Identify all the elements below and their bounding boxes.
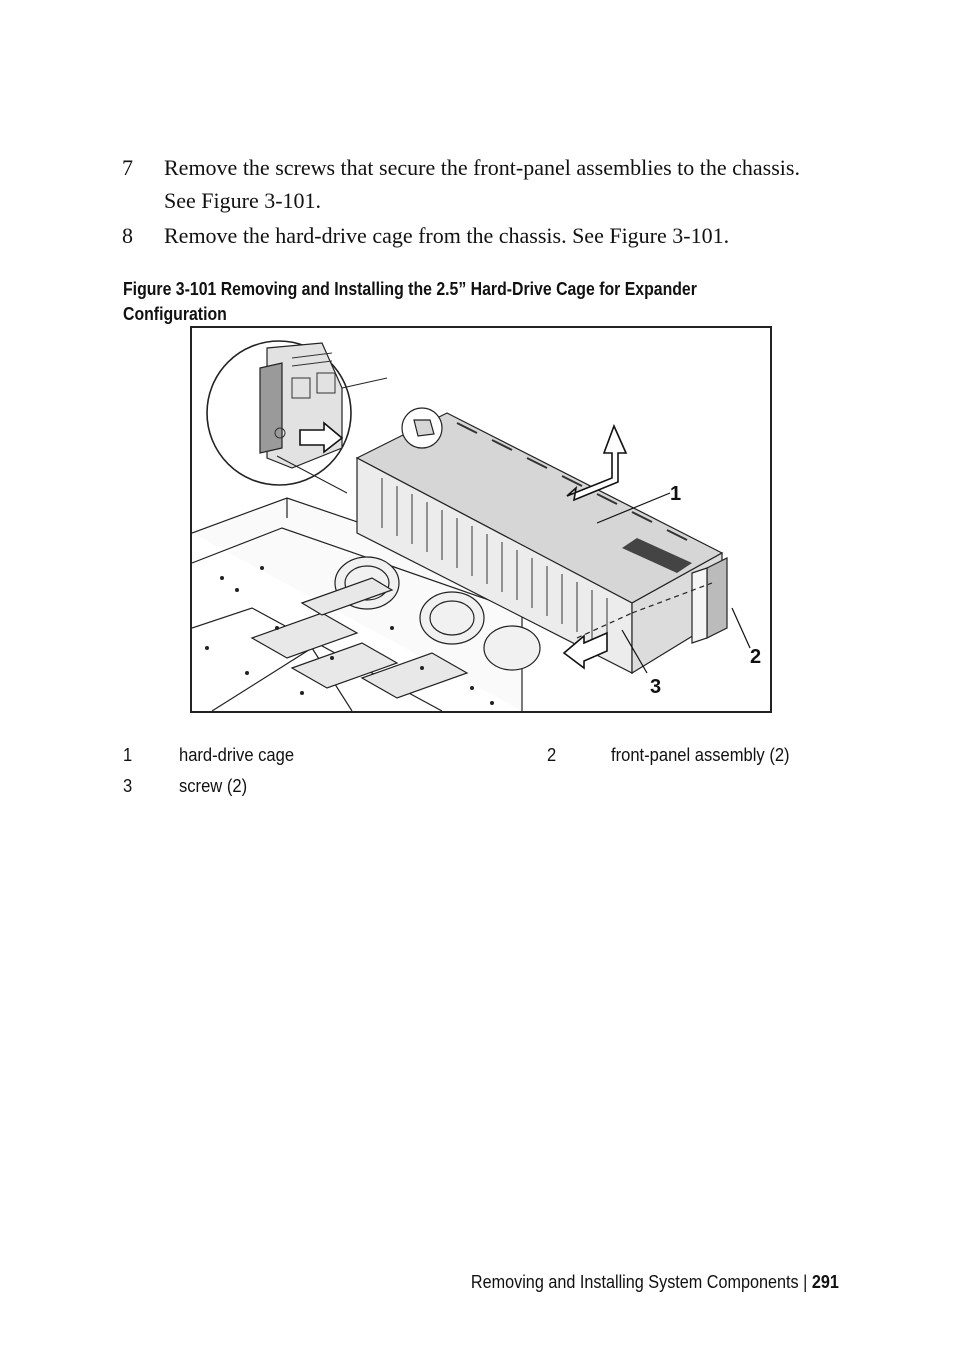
legend-label: screw (2) — [179, 776, 248, 796]
step-text-line: Remove the screws that secure the front-panel assemblies to the chassis. — [164, 155, 800, 180]
step-text: Remove the hard-drive cage from the chassis. See Figure 3-101. — [164, 223, 730, 248]
legend-label: hard-drive cage — [179, 745, 295, 765]
legend-label: front-panel assembly (2) — [611, 745, 790, 765]
figure-caption — [123, 277, 721, 327]
legend-number: 3 — [123, 776, 133, 796]
footer-section: Removing and Installing System Components — [470, 1272, 799, 1292]
callout-2: 2 — [750, 646, 762, 668]
callout-1: 1 — [670, 483, 682, 505]
step-text-line: See Figure 3-101. — [164, 188, 322, 213]
figure-illustration — [190, 326, 772, 713]
page-number: 291 — [811, 1272, 839, 1292]
footer-separator: | — [803, 1272, 808, 1292]
step-number: 8 — [122, 223, 133, 248]
callout-3: 3 — [650, 676, 662, 698]
legend-number: 1 — [123, 745, 133, 765]
step-text — [164, 151, 864, 217]
figure-caption-line: Figure 3-101 Removing and Installing the 2.5” Hard-Drive Cage for Expander — [123, 279, 697, 299]
page-footer — [471, 1272, 839, 1293]
step-number: 7 — [122, 155, 133, 180]
legend-number: 2 — [547, 745, 557, 765]
figure-caption-line: Configuration — [123, 304, 227, 324]
hard-drive-cage-diagram — [192, 328, 770, 711]
